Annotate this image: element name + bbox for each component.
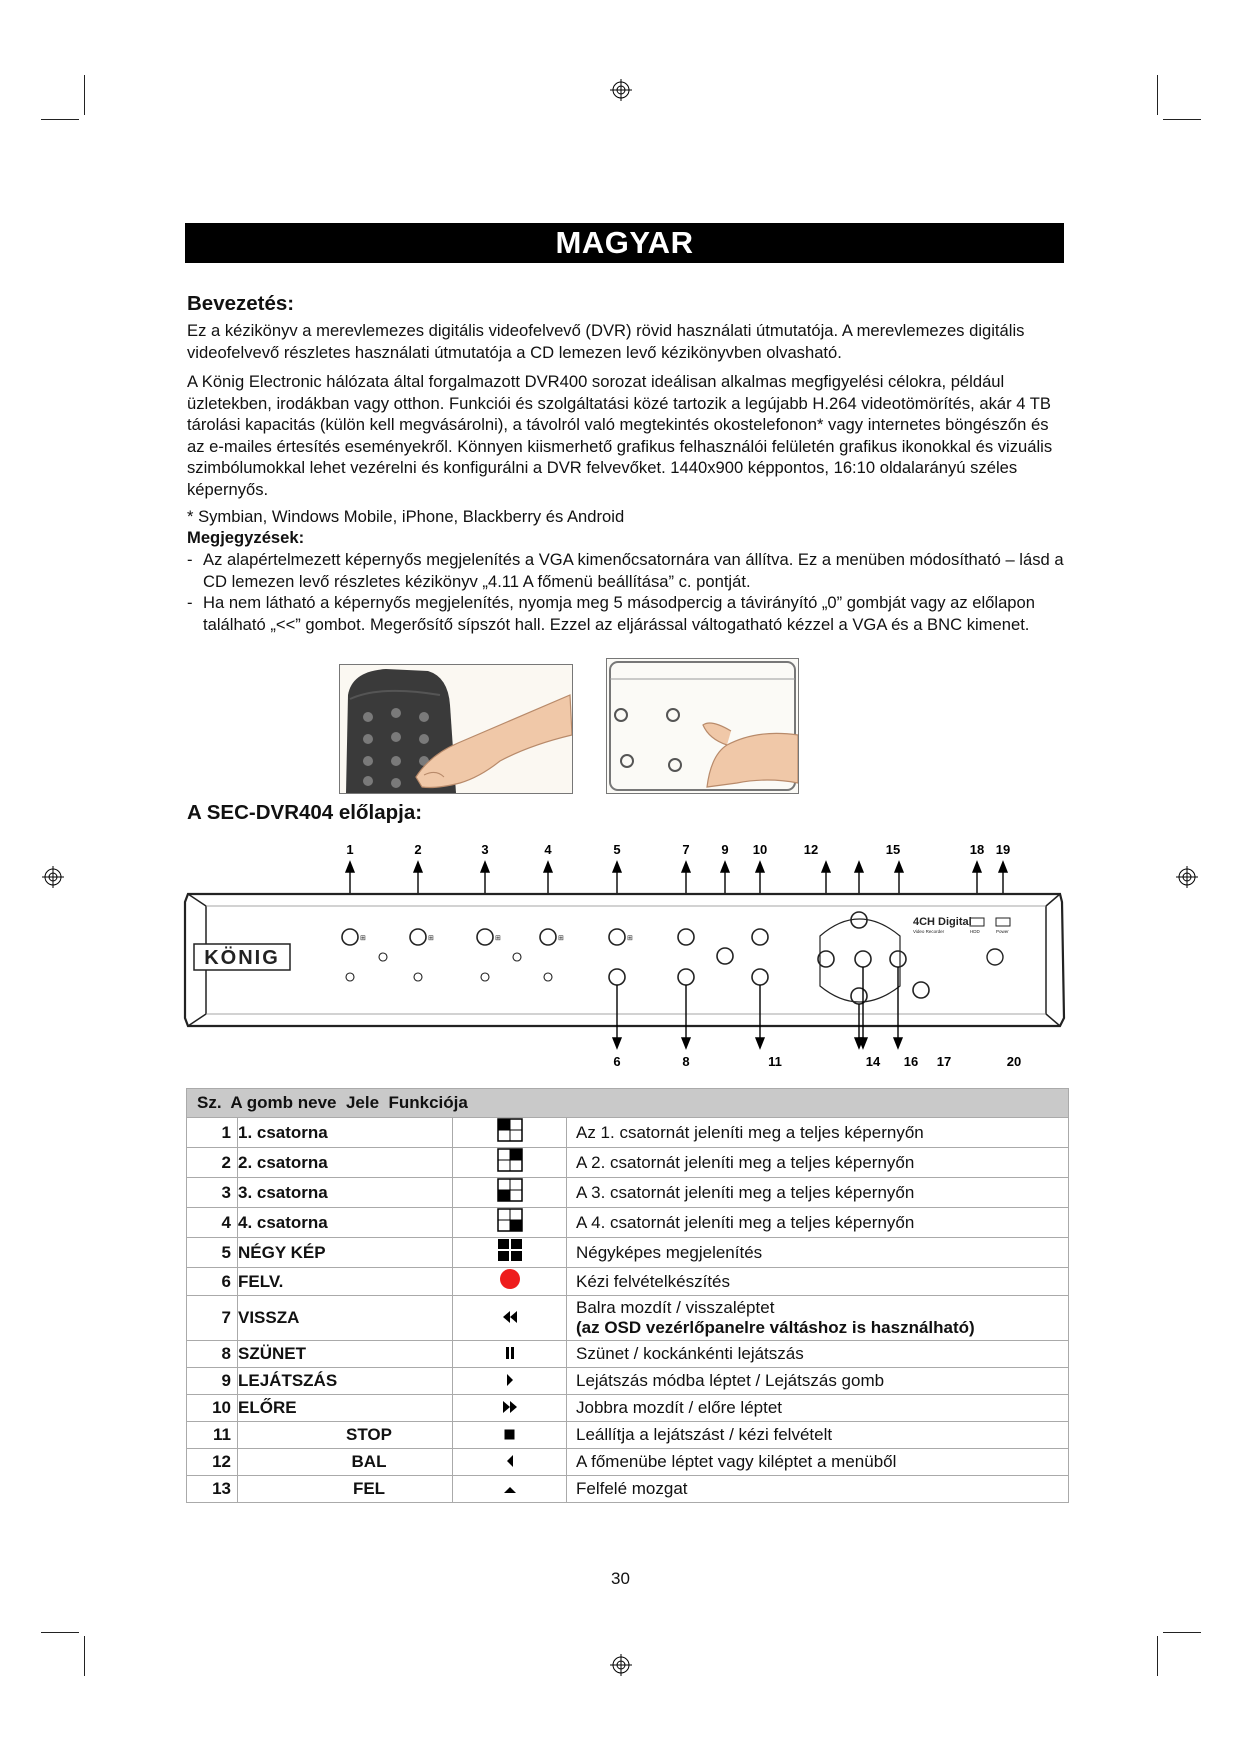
stop-icon: [453, 1422, 567, 1449]
row-function: [567, 1296, 1069, 1341]
remote-control-photo: [339, 664, 573, 794]
table-row: [187, 1395, 1069, 1422]
intro-paragraph-2: A König Electronic hálózata által forgalmazott DVR400 sorozat ideálisan alkalmas megfigyelési célokra, például üzletekben, irodákban vagy otthon. Funkciói és szolgáltatási közé tartozik a legújabb H.264 videotömörítés, akár 4 TB tárolási kapacitás (külön kell megvásárolni), a távolról való megtekintés okostelefonon* vagy internetes böngészőn és az e-mailes értesítés eseményekről. Könnyen kiismerhető grafikus felhasználói felületén grafikus ikonokkal és vizuális szimbólumokkal lehet vezérelni és konfigurálni a DVR felvevőket. 1440x900 képpontos, 16:10 oldalarányú széles képernyős.: [187, 372, 1053, 499]
table-header-row: [187, 1089, 1069, 1118]
notes-heading: Megjegyzések:: [187, 528, 305, 547]
row-name: ELŐRE: [238, 1395, 453, 1422]
play-icon: [453, 1368, 567, 1395]
table-row: [187, 1268, 1069, 1296]
row-function: A 3. csatornát jeleníti meg a teljes képernyőn: [567, 1178, 1069, 1208]
table-row: [187, 1341, 1069, 1368]
table-row: [187, 1118, 1069, 1148]
note-text: Ha nem látható a képernyős megjelenítés, nyomja meg 5 másodpercig a távirányító „0” gombját vagy az előlapon található „<<” gombot. Megerősítő sípszót hall. Ezzel az eljárással váltogatható kézzel a VGA és a BNC kimenet.: [203, 593, 1035, 634]
callout-label: 10: [752, 842, 768, 857]
row-number: 1: [187, 1118, 238, 1148]
footnote: * Symbian, Windows Mobile, iPhone, Blackberry és Android: [187, 507, 625, 526]
row-number: 3: [187, 1178, 238, 1208]
ch4-icon: [453, 1208, 567, 1238]
row-function: A 2. csatornát jeleníti meg a teljes képernyőn: [567, 1148, 1069, 1178]
crop-mark: [1157, 75, 1158, 115]
model-sublabel: Video Recorder: [913, 929, 945, 934]
row-name: 3. csatorna: [238, 1178, 453, 1208]
row-number: 11: [187, 1422, 238, 1449]
crop-mark: [1157, 1636, 1158, 1676]
up-arrow-icon: [453, 1476, 567, 1503]
ch2-icon: [453, 1148, 567, 1178]
callout-label: 11: [768, 1054, 782, 1069]
callout-label: 1: [346, 842, 354, 857]
intro-paragraph-1: Ez a kézikönyv a merevlemezes digitális videofelvevő (DVR) rövid használati útmutatója. A merevlemezes digitális videofelvevő részletes használati útmutatója a CD lemezen levő kézikönyvben olvasható.: [187, 321, 1025, 362]
callout-label: 20: [1006, 1054, 1022, 1069]
button-table: [186, 1088, 1069, 1503]
row-function: Lejátszás módba léptet / Lejátszás gomb: [567, 1368, 1069, 1395]
front-panel-diagram: [180, 840, 1070, 1076]
row-number: 12: [187, 1449, 238, 1476]
svg-text:⊞: ⊞: [360, 935, 366, 942]
crop-mark: [84, 75, 85, 115]
table-row: [187, 1178, 1069, 1208]
led-label: HDD: [970, 929, 980, 934]
row-name: 1. csatorna: [238, 1118, 453, 1148]
left-arrow-icon: [453, 1449, 567, 1476]
model-label: 4CH Digital: [913, 916, 972, 928]
callout-label: 7: [682, 842, 690, 857]
row-function-line: Balra mozdít / visszaléptet: [576, 1298, 775, 1317]
svg-text:⊞: ⊞: [428, 935, 434, 942]
row-number: 7: [187, 1296, 238, 1341]
row-function: Jobbra mozdít / előre léptet: [567, 1395, 1069, 1422]
row-name: 4. csatorna: [238, 1208, 453, 1238]
row-name: LEJÁTSZÁS: [238, 1368, 453, 1395]
svg-text:⊞: ⊞: [558, 935, 564, 942]
row-number: 4: [187, 1208, 238, 1238]
row-name: VISSZA: [238, 1296, 453, 1341]
callout-label: 18: [969, 842, 985, 857]
row-function: A 4. csatornát jeleníti meg a teljes képernyőn: [567, 1208, 1069, 1238]
row-name: STOP: [238, 1422, 453, 1449]
crop-mark: [84, 1636, 85, 1676]
front-panel-photo: [606, 658, 799, 794]
callout-label: 12: [803, 842, 819, 857]
row-number: 9: [187, 1368, 238, 1395]
row-number: 2: [187, 1148, 238, 1178]
row-number: 6: [187, 1268, 238, 1296]
note-item: - Az alapértelmezett képernyős megjelenítés a VGA kimenőcsatornára van állítva. Ez a menüben módosítható – lásd a CD lemezen levő részletes kézikönyv „4.11 A főmenü beállítása” c. pontját.: [187, 550, 1064, 591]
callout-label: 3: [481, 842, 489, 857]
crop-mark: [41, 119, 79, 120]
row-name: NÉGY KÉP: [238, 1238, 453, 1268]
page-title: MAGYAR: [185, 223, 1064, 263]
registration-mark-icon: [610, 1654, 632, 1676]
callout-label: 9: [721, 842, 729, 857]
table-header-cell: [187, 1089, 1069, 1118]
registration-mark-icon: [42, 866, 64, 888]
callout-label: 15: [885, 842, 901, 857]
record-icon: [453, 1268, 567, 1296]
table-row: [187, 1296, 1069, 1341]
callout-label: 8: [682, 1054, 690, 1069]
led-label: Power: [996, 929, 1009, 934]
rewind-icon: [453, 1296, 567, 1341]
callout-label: 6: [613, 1054, 621, 1069]
row-number: 8: [187, 1341, 238, 1368]
pause-icon: [453, 1341, 567, 1368]
row-name: FELV.: [238, 1268, 453, 1296]
registration-mark-icon: [1176, 866, 1198, 888]
crop-mark: [1163, 1632, 1201, 1633]
ch1-icon: [453, 1118, 567, 1148]
note-text: Az alapértelmezett képernyős megjelenítés a VGA kimenőcsatornára van állítva. Ez a menüben módosítható – lásd a CD lemezen levő részletes kézikönyv „4.11 A főmenü beállítása” c. pontját.: [203, 550, 1064, 591]
row-function: Felfelé mozgat: [567, 1476, 1069, 1503]
row-number: 5: [187, 1238, 238, 1268]
table-row: [187, 1238, 1069, 1268]
row-name: FEL: [238, 1476, 453, 1503]
row-name: 2. csatorna: [238, 1148, 453, 1178]
page-number: 30: [611, 1569, 630, 1588]
table-row: [187, 1449, 1069, 1476]
table-row: [187, 1208, 1069, 1238]
callout-label: 14: [865, 1054, 881, 1069]
header-symbol: Jele: [345, 1093, 380, 1112]
callout-label: 5: [613, 842, 621, 857]
front-panel-heading: A SEC-DVR404 előlapja:: [187, 801, 423, 824]
row-function: Szünet / kockánkénti lejátszás: [567, 1341, 1069, 1368]
row-function: Kézi felvételkészítés: [567, 1268, 1069, 1296]
table-row: [187, 1476, 1069, 1503]
header-function: Funkciója: [388, 1093, 468, 1112]
header-no: Sz.: [197, 1093, 222, 1112]
callout-label: 16: [903, 1054, 919, 1069]
note-item: - Ha nem látható a képernyős megjelenítés, nyomja meg 5 másodpercig a távirányító „0” gombját vagy az előlapon található „<<” gombot. Megerősítő sípszót hall. Ezzel az eljárással váltogatható kézzel a VGA és a BNC kimenet.: [187, 593, 1035, 634]
intro-heading: Bevezetés:: [187, 292, 295, 315]
registration-mark-icon: [610, 79, 632, 101]
row-function: A főmenübe léptet vagy kiléptet a menüből: [567, 1449, 1069, 1476]
row-function-note: (az OSD vezérlőpanelre váltáshoz is használható): [576, 1318, 975, 1337]
row-function: Leállítja a lejátszást / kézi felvételt: [567, 1422, 1069, 1449]
table-row: [187, 1422, 1069, 1449]
row-number: 13: [187, 1476, 238, 1503]
table-row: [187, 1148, 1069, 1178]
svg-text:⊞: ⊞: [495, 935, 501, 942]
callout-label: 19: [995, 842, 1011, 857]
ch3-icon: [453, 1178, 567, 1208]
brand-logo-text: KÖNIG: [204, 947, 280, 969]
row-number: 10: [187, 1395, 238, 1422]
row-function: Az 1. csatornát jeleníti meg a teljes képernyőn: [567, 1118, 1069, 1148]
crop-mark: [41, 1632, 79, 1633]
svg-text:⊞: ⊞: [627, 935, 633, 942]
row-name: BAL: [238, 1449, 453, 1476]
row-function: Négyképes megjelenítés: [567, 1238, 1069, 1268]
table-row: [187, 1368, 1069, 1395]
quad-icon: [453, 1238, 567, 1268]
header-name: A gomb neve: [230, 1093, 337, 1112]
crop-mark: [1163, 119, 1201, 120]
callout-label: 17: [936, 1054, 952, 1069]
row-name: SZÜNET: [238, 1341, 453, 1368]
callout-label: 4: [544, 842, 552, 857]
fast-forward-icon: [453, 1395, 567, 1422]
callout-label: 2: [414, 842, 422, 857]
